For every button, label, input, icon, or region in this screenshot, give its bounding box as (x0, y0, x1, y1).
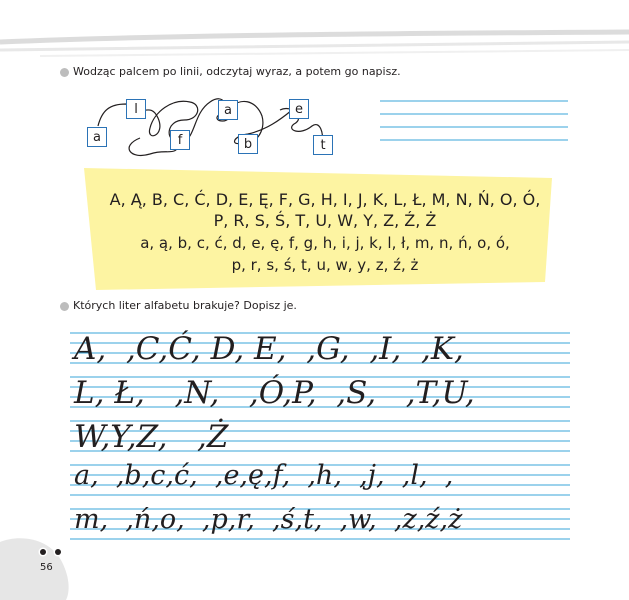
exercise2-instruction: Których liter alfabetu brakuje? Dopisz je. (73, 299, 297, 312)
cursive-row-1: A, ,C,Ć, D, E, ,G, ,I, ,K, (74, 331, 464, 367)
letter-box-a: a (87, 127, 107, 147)
letter-box-b: b (238, 134, 258, 154)
cursive-row-3: W,Y,Z, ,Ż (74, 419, 229, 455)
page-number: 56 (40, 562, 53, 573)
cursive-row-5: m, ,ń,o, ,p,r, ,ś,t, ,w, ,z,ź,ż (74, 504, 463, 535)
letter-box-f: f (170, 130, 190, 150)
alphabet-lowercase-line2: p, r, s, ś, t, u, w, y, z, ź, ż (231, 256, 419, 274)
alphabet-uppercase-line1: A, Ą, B, C, Ć, D, E, Ę, F, G, H, I, J, K, L, Ł, M, N, Ń, O, Ó, (109, 190, 541, 209)
letter-box-t: t (313, 135, 333, 155)
letter-box-l: l (126, 99, 146, 119)
exercise2-bullet (60, 302, 69, 311)
letter-box-a2: a (218, 100, 238, 120)
alphabet-lowercase-line1: a, ą, b, c, ć, d, e, ę, f, g, h, i, j, k, l, ł, m, n, ń, o, ó, (140, 234, 510, 252)
cursive-row-2: L, Ł, ,N, ,Ó,P, ,S, ,T,U, (74, 375, 475, 411)
cursive-row-4: a, ,b,c,ć, ,e,ę,f, ,h, ,j, ,l, , (74, 460, 454, 491)
exercise1-instruction: Wodząc palcem po linii, odczytaj wyraz, a potem go napisz. (73, 65, 401, 78)
alphabet-uppercase-line2: P, R, S, Ś, T, U, W, Y, Z, Ź, Ż (213, 211, 437, 230)
page-corner-mascot (0, 520, 80, 600)
letter-box-e: e (289, 99, 309, 119)
